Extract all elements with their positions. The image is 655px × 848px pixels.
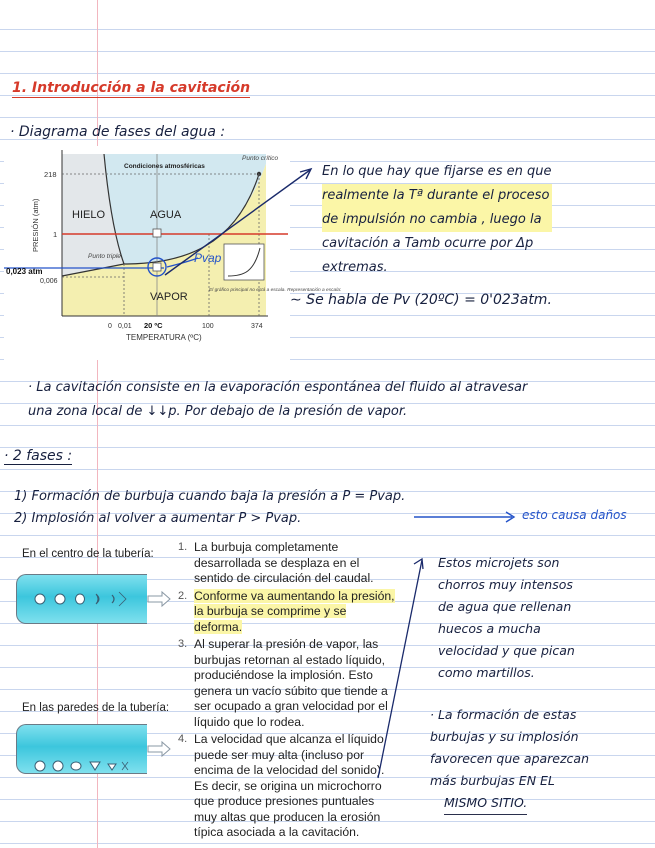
x-tick-20: 20 ºC xyxy=(144,321,163,330)
microjets-line: huecos a mucha xyxy=(438,621,541,636)
label-triple-point: Punto triple xyxy=(88,253,121,260)
phases-list xyxy=(14,486,405,530)
y-tick-218: 218 xyxy=(44,170,57,179)
label-critical-point: Punto crítico xyxy=(242,155,279,162)
formation-note xyxy=(430,704,589,815)
label-scale-note: El gráfico principal no está a escala. Representación a escala: xyxy=(209,288,342,293)
step-number: 1. xyxy=(178,541,188,553)
step-number: 4. xyxy=(178,733,188,745)
note-tamb-line: En lo que hay que fijarse es en que xyxy=(322,164,552,179)
step-number: 2. xyxy=(178,589,188,602)
definition-line: · La cavitación consiste en la evaporación espontánea del fluido al atravesar xyxy=(28,380,528,395)
microjets-line: chorros muy intensos xyxy=(438,577,573,592)
microjets-line: como martillos. xyxy=(438,665,535,680)
note-pv20: ∼ Se habla de Pv (20ºC) = 0'023atm. xyxy=(290,292,552,308)
formation-line: burbujas y su implosión xyxy=(430,729,579,744)
step-1 xyxy=(178,540,396,587)
phases-heading: · 2 fases : xyxy=(4,448,73,464)
step-2 xyxy=(178,589,396,636)
step-text: La velocidad que alcanza el líquido puede ser muy alta (incluso por encima de la velocidad del sonido). Es decir, se origina un microchorro que produce presiones puntuales muy altas que producen la erosión típica asociada a la cavitación. xyxy=(194,732,385,839)
x-tick-001: 0,01 xyxy=(118,323,132,330)
note-tamb-line: realmente la Tª durante el proceso xyxy=(322,184,552,208)
x-axis-label: TEMPERATURA (ºC) xyxy=(126,333,202,342)
phase-item: 2) Implosión al volver a aumentar P > Pvap. xyxy=(14,511,302,526)
formation-line: MISMO SITIO. xyxy=(444,792,527,815)
caption-center: En el centro de la tubería: xyxy=(22,548,154,560)
step-text: Conforme va aumentando la presión, la burbuja se comprime y se deforma. xyxy=(194,588,395,634)
y-tick-1: 1 xyxy=(53,230,58,239)
cavitation-steps xyxy=(178,540,396,843)
microjets-line: velocidad y que pican xyxy=(438,643,575,658)
note-tamb xyxy=(322,160,552,280)
formation-line: · La formación de estas xyxy=(430,707,577,722)
pipe-walls-bubbles xyxy=(16,724,176,774)
step-3 xyxy=(178,637,396,730)
microjets-note xyxy=(438,552,575,684)
definition xyxy=(28,376,527,424)
microjet-arrow xyxy=(370,556,430,786)
label-conditions: Condiciones atmosféricas xyxy=(124,163,205,170)
microjets-line: de agua que rellenan xyxy=(438,599,572,614)
x-tick-374: 374 xyxy=(251,323,263,330)
x-tick-100: 100 xyxy=(202,323,214,330)
step-text: La burbuja completamente desarrollada se desplaza en el sentido de circulación del caudal. xyxy=(194,540,374,585)
label-agua: AGUA xyxy=(150,209,182,221)
pvap-annotation: Pvap xyxy=(194,251,222,265)
caption-walls: En las paredes de la tubería: xyxy=(22,702,170,714)
note-tamb-line: de impulsión no cambia , luego la xyxy=(322,208,552,232)
pipe-center-bubbles xyxy=(16,574,176,624)
step-text: Al superar la presión de vapor, las burbujas retornan al estado líquido, produciéndose la implosión. Esto genera un vacío súbito que tiende a ser ocupado a gran velocidad por el líquido que lo rodea. xyxy=(194,637,388,729)
note-arrow xyxy=(160,160,320,280)
y-axis-label: PRESIÓN (atm) xyxy=(31,198,40,252)
section-title: 1. Introducción a la cavitación xyxy=(12,80,251,96)
y-marker-0023: 0,023 atm xyxy=(6,267,43,276)
phase-item: 1) Formación de burbuja cuando baja la presión a P = Pvap. xyxy=(14,489,406,504)
phases-arrow-note: esto causa daños xyxy=(522,508,627,522)
definition-line: una zona local de ↓↓p. Por debajo de la presión de vapor. xyxy=(28,404,408,419)
formation-line: favorecen que aparezcan xyxy=(430,751,590,766)
y-tick-0006: 0,006 xyxy=(40,278,58,285)
label-vapor: VAPOR xyxy=(150,291,188,303)
phases-arrow xyxy=(412,510,522,524)
diagram-heading: · Diagrama de fases del agua : xyxy=(10,124,226,140)
note-tamb-line: cavitación a Tamb ocurre por Δp xyxy=(322,236,534,251)
microjets-line: Estos microjets son xyxy=(438,555,560,570)
formation-line: más burbujas EN EL xyxy=(430,773,555,788)
step-number: 3. xyxy=(178,638,188,650)
note-tamb-line: extremas. xyxy=(322,260,388,275)
step-4 xyxy=(178,732,396,841)
label-hielo: HIELO xyxy=(72,209,106,221)
x-tick-0: 0 xyxy=(108,323,112,330)
